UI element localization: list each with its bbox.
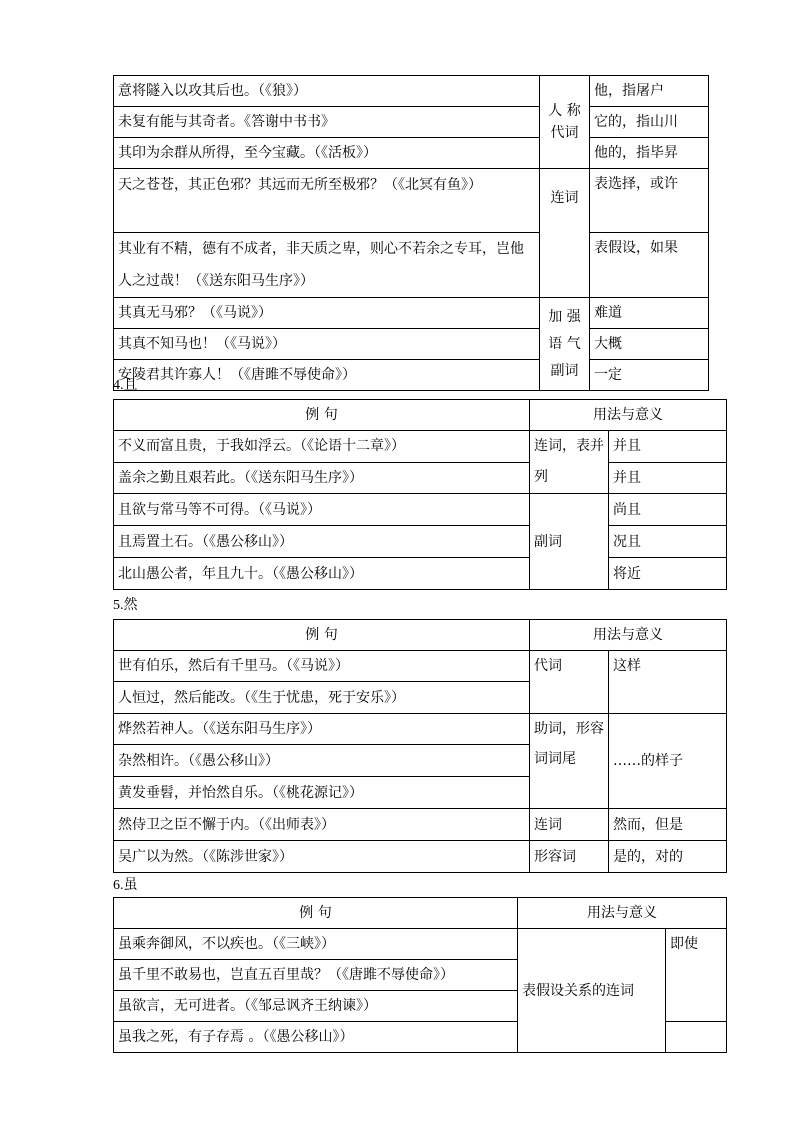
table-cell-example: 盖余之勤且艰若此。（《送东阳马生序》） [114, 462, 530, 494]
table-cell-example: 人恒过，然后能改。（《生于忧患，死于安乐》） [114, 682, 530, 714]
table-cell-example: 虽千里不敢易也，岂直五百里哉？（《唐雎不辱使命》） [114, 960, 518, 991]
table-cell-meaning: 这样 [609, 651, 727, 714]
table-cell-meaning: 尚且 [609, 494, 727, 526]
table-sui [113, 897, 727, 1053]
table-header-example: 例 句 [114, 620, 530, 651]
table-cell-usage: 连词 [530, 809, 609, 841]
table-cell-example: 虽我之死，有子存焉 。（《愚公移山》） [114, 1022, 518, 1053]
table-header-usage: 用法与意义 [530, 620, 727, 651]
table-cell-usage: 副词 [530, 494, 609, 590]
table-cell-example: 黄发垂髫，并怡然自乐。（《桃花源记》） [114, 777, 530, 809]
table-cell-example: 世有伯乐，然后有千里马。（《马说》） [114, 651, 530, 682]
table-qi-continued [113, 75, 709, 391]
table-ran [113, 619, 727, 873]
table-cell-usage: 连词 [540, 169, 590, 298]
table-cell-example: 且欲与常马等不可得。（《马说》） [114, 494, 530, 526]
table-cell-meaning: 表选择，或许 [590, 169, 709, 233]
table-cell-example: 北山愚公者，年且九十。（《愚公移山》） [114, 558, 530, 590]
table-header-example: 例 句 [114, 400, 530, 431]
section-title: 4.且 [113, 378, 138, 393]
table-cell-meaning: 即使 [666, 929, 727, 1022]
table-cell-meaning: 并且 [609, 462, 727, 494]
table-cell-meaning: 他，指屠户 [590, 76, 709, 107]
table-cell-meaning: 是的，对的 [609, 841, 727, 873]
table-cell-meaning: 况且 [609, 526, 727, 558]
section-title: 5.然 [113, 598, 138, 613]
table-cell-example: 虽乘奔御风，不以疾也。（《三峡》） [114, 929, 518, 960]
table-cell-meaning: 并且 [609, 431, 727, 463]
table-cell-example: 烨然若神人。（《送东阳马生序》） [114, 714, 530, 745]
table-cell-meaning: 它的，指山川 [590, 107, 709, 138]
table-header-example: 例 句 [114, 898, 518, 929]
section-title: 6.虽 [113, 878, 138, 893]
table-cell-usage: 助词，形容词词尾 [530, 714, 609, 809]
table-cell-example: 安陵君其许寡人！（《唐雎不辱使命》） [114, 360, 540, 391]
table-cell-meaning: 表假设，如果 [590, 233, 709, 298]
table-cell-example: 不义而富且贵，于我如浮云。（《论语十二章》） [114, 431, 530, 463]
table-cell-example: 其真无马邪？（《马说》） [114, 298, 540, 329]
table-cell-example: 杂然相许。（《愚公移山》） [114, 745, 530, 777]
table-cell-example: 意将隧入以攻其后也。（《狼》） [114, 76, 540, 107]
table-cell-example: 其业有不精，德有不成者，非天质之卑，则心不若余之专耳，岂他人之过哉！（《送东阳马生序》） [114, 233, 540, 298]
table-cell-usage: 加 强语 气副词 [540, 298, 590, 391]
table-cell-meaning: 将近 [609, 558, 727, 590]
table-cell-example: 其真不知马也！（《马说》） [114, 329, 540, 360]
table-cell-meaning: 他的，指毕昇 [590, 138, 709, 169]
table-cell-meaning: 难道 [590, 298, 709, 329]
table-header-usage: 用法与意义 [518, 898, 727, 929]
table-cell-usage: 代词 [530, 651, 609, 714]
table-cell-meaning: 一定 [590, 360, 709, 391]
table-cell-meaning [666, 1022, 727, 1053]
table-cell-example: 其印为余群从所得，至今宝藏。（《活板》） [114, 138, 540, 169]
table-cell-example: 然侍卫之臣不懈于内。（《出师表》） [114, 809, 530, 841]
table-cell-usage: 人 称代词 [540, 76, 590, 169]
table-cell-example: 且焉置土石。（《愚公移山》） [114, 526, 530, 558]
table-cell-meaning: 大概 [590, 329, 709, 360]
table-cell-meaning: ……的样子 [609, 714, 727, 809]
table-cell-usage: 表假设关系的连词 [518, 929, 666, 1053]
table-cell-example: 吴广以为然。（《陈涉世家》） [114, 841, 530, 873]
table-header-usage: 用法与意义 [530, 400, 727, 431]
table-cell-example: 未复有能与其奇者。《答谢中书书》 [114, 107, 540, 138]
table-cell-meaning: 然而，但是 [609, 809, 727, 841]
table-cell-usage: 形容词 [530, 841, 609, 873]
table-cell-example: 虽欲言，无可进者。（《邹忌讽齐王纳谏》） [114, 991, 518, 1022]
table-cell-usage: 连词，表并列 [530, 431, 609, 494]
table-cell-example: 天之苍苍，其正色邪？其远而无所至极邪？（《北冥有鱼》） [114, 169, 540, 233]
table-qie [113, 399, 727, 590]
